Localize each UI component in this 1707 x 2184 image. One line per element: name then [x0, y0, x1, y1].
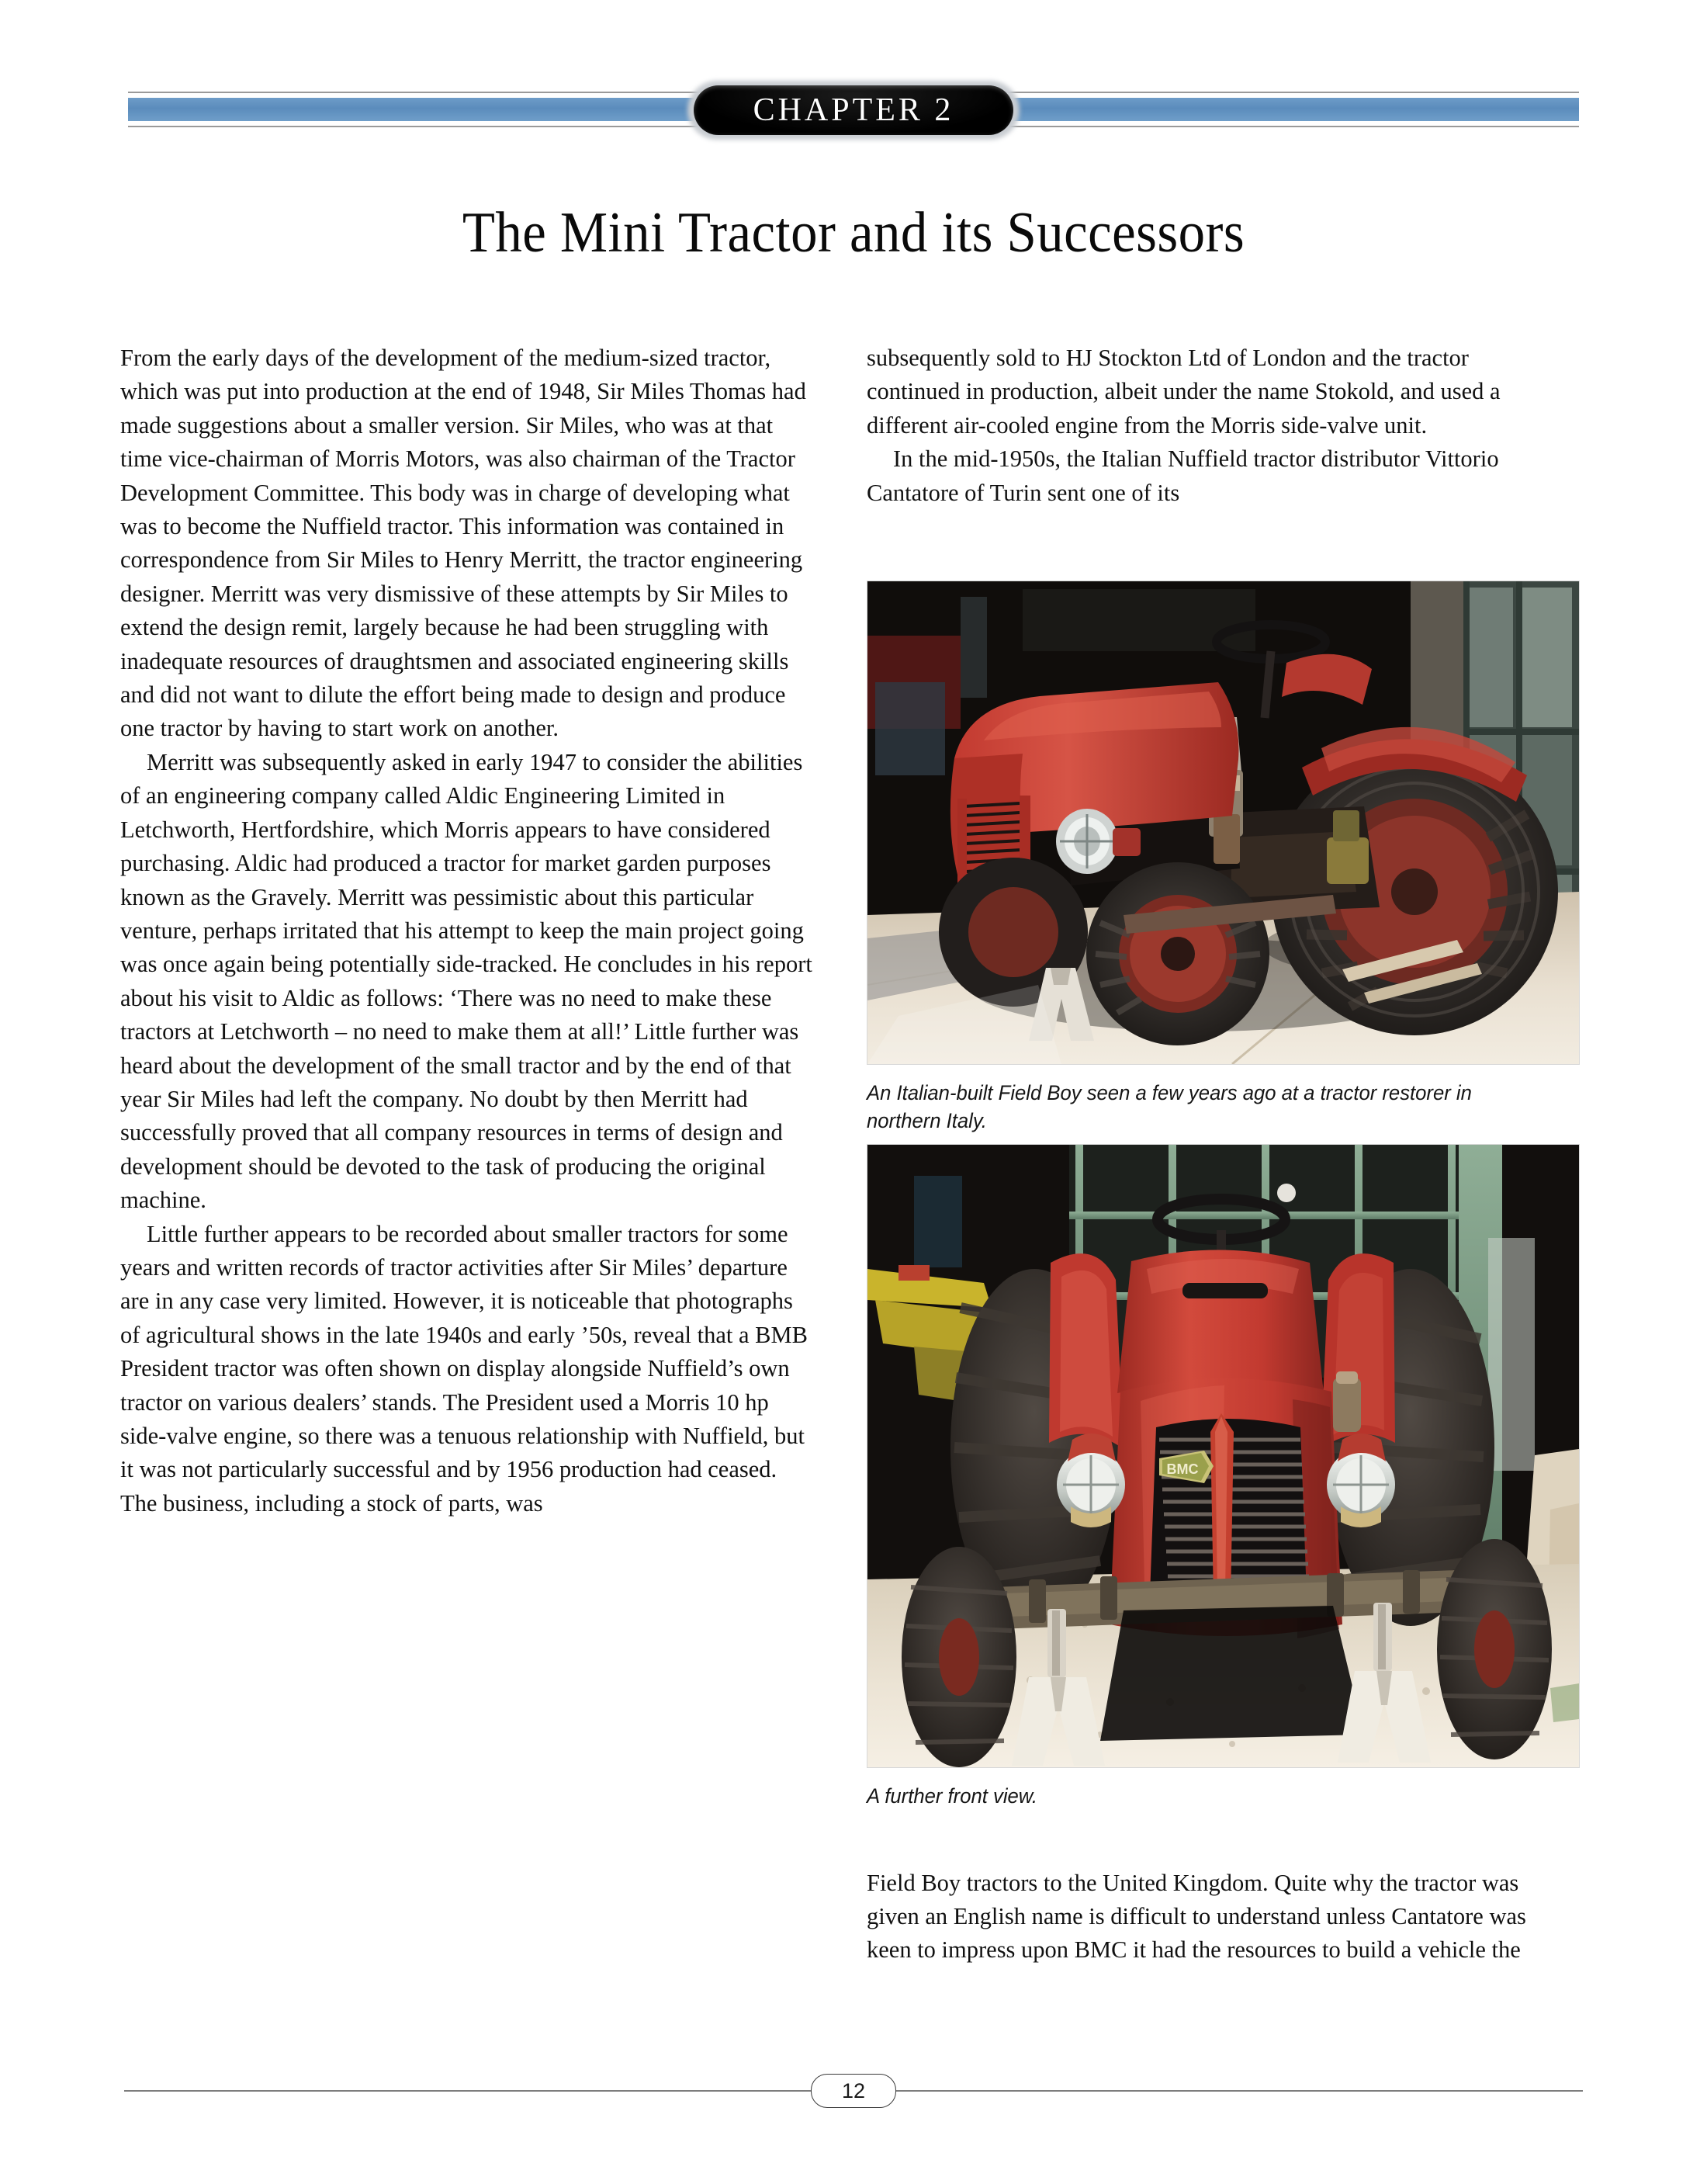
tractor-three-quarter-illustration: [867, 581, 1579, 1064]
body-column-right-top: [867, 341, 1561, 510]
tractor-front-illustration: [867, 1145, 1579, 1767]
body-column-right-bottom: [867, 1843, 1565, 1991]
figure-image-field-boy-front: [867, 1144, 1580, 1768]
paragraph: In the mid-1950s, the Italian Nuffield tractor distributor Vittorio Cantatore of Turin sent one of its: [867, 445, 1499, 506]
paragraph: Field Boy tractors to the United Kingdom. Quite why the tractor was given an English name is difficult to understand unless Cantatore was keen to impress upon BMC it had the resources to build a vehicle the: [867, 1869, 1526, 1964]
page-footer: [124, 2074, 1583, 2108]
page-number: 12: [811, 2074, 896, 2108]
paragraph: Merritt was subsequently asked in early 1947 to consider the abilities of an engineering company called Aldic Engineering Limited in Letchworth, Hertfordshire, which Morris appears to have considered purchasing. Aldic had produced a tractor for market garden purposes known as the Gravely. Merritt was pessimistic about this particular venture, perhaps irritated that his attempt to keep the main project going was once again being potentially side-tracked. He concludes in his report about his visit to Aldic as follows: ‘There was no need to make these tractors at Letchworth – no need to make them at all!’ Little further was heard about the development of the small tractor and by the end of that year Sir Miles had left the company. No doubt by then Merritt had successfully proved that all company resources in terms of design and development should be devoted to the task of producing the original machine.: [120, 748, 812, 1214]
figure-caption-1: An Italian-built Field Boy seen a few years ago at a tractor restorer in northern Italy.: [867, 1081, 1472, 1132]
chapter-label: CHAPTER 2: [753, 92, 954, 128]
figure-image-field-boy-three-quarter: [867, 581, 1580, 1065]
body-column-left: [120, 341, 815, 1520]
bmc-badge-text: BMC: [1166, 1461, 1199, 1477]
chapter-badge: [683, 76, 1024, 144]
paragraph: Little further appears to be recorded about smaller tractors for some years and written records of tractor activities after Sir Miles’ departure are in any case very limited. However, it is noticeable that photographs of agricultural shows in the late 1940s and early ’50s, reveal that a BMB President tractor was often shown on display alongside Nuffield’s own tractor on various dealers’ stands. The President used a Morris 10 hp side-valve engine, so there was a tenuous relationship with Nuffield, but it was not particularly successful and by 1956 production had ceased. The business, including a stock of parts, was: [120, 1220, 808, 1517]
paragraph: subsequently sold to HJ Stockton Ltd of London and the tractor continued in production, albeit under the name Stokold, and used a different air-cooled engine from the Morris side-valve unit.: [867, 345, 1501, 439]
page-title: The Mini Tractor and its Successors: [462, 201, 1245, 265]
figure-caption-2: A further front view.: [867, 1784, 1038, 1808]
paragraph: From the early days of the development of the medium-sized tractor, which was put into production at the end of 1948, Sir Miles Thomas had made suggestions about a smaller version. Sir Miles, who was at that time vice-chairman of Morris Motors, was also chairman of the Tractor Development Committee. This body was in charge of developing what was to become the Nuffield tractor. This information was contained in correspondence from Sir Miles to Henry Merritt, the tractor engineering designer. Merritt was very dismissive of these attempts by Sir Miles to extend the design remit, largely because he had been struggling with inadequate resources of draughtsmen and associated engineering skills and did not want to dilute the effort being made to design and produce one tractor by having to start work on another.: [120, 345, 806, 742]
